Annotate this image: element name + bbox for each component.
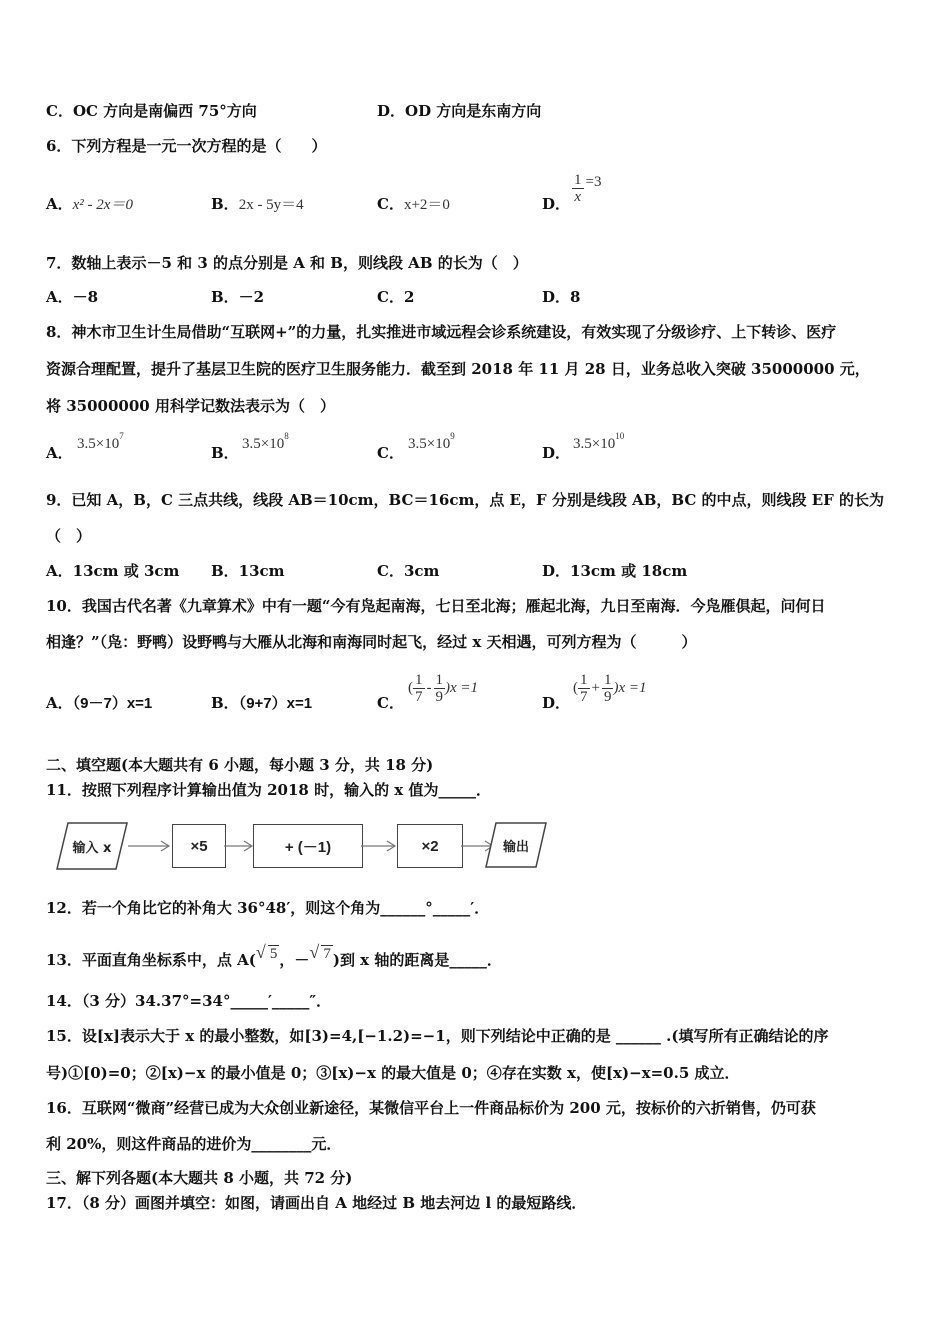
q8-option-d-expr (573, 431, 624, 453)
q10-option-b (211, 693, 312, 714)
q8-line-3: 将 35000000 用科学记数法表示为（ ） (46, 397, 335, 415)
option-label: B． (211, 195, 239, 213)
q6-d-rhs: =3 (585, 174, 602, 190)
q6-c-expr: x+2＝0 (403, 197, 450, 213)
section-2-heading: 二、填空题(本大题共有 6 小题，每小题 3 分，共 18 分) (46, 756, 434, 774)
paren-open: ( (573, 680, 578, 696)
q6-stem: 6．下列方程是一元一次方程的是（ ） (46, 137, 327, 155)
numerator: 1 (603, 672, 612, 688)
base: 3.5×10 (573, 436, 616, 452)
q6-option-a (46, 194, 133, 215)
numerator: 1 (435, 672, 443, 688)
q10-option-d-label: D． (542, 694, 571, 712)
sqrt-7 (309, 944, 333, 964)
q8-option-c-label: C． (377, 444, 404, 462)
operator: - (426, 680, 432, 696)
q16-line-1: 16．互联网“微商”经营已成为大众创业新途径，某微信平台上一件商品标价为 200 元，按标价的六折销售，仍可获 (46, 1099, 816, 1117)
q16-line-2: 利 20%，则这件商品的进价为________元． (46, 1135, 342, 1153)
q8-option-b-expr (242, 431, 289, 453)
q6-d-fraction-expr (572, 172, 601, 205)
q14-stem: 14．（3 分）34.37°=34°_____′_____″． (46, 992, 332, 1010)
q9-option-c: C．3cm (377, 562, 440, 580)
q9-option-d: D．13cm 或 18cm (542, 562, 688, 580)
q10-option-c-expr (408, 672, 478, 705)
q5-option-c: C．OC 方向是南偏西 75°方向 (46, 102, 257, 120)
q13-stem (46, 944, 502, 970)
q7-option-d: D．8 (542, 288, 581, 306)
base: 3.5×10 (77, 436, 120, 452)
q5-option-d: D．OD 方向是东南方向 (377, 102, 542, 120)
exponent: 7 (119, 431, 124, 441)
q15-line-1: 15．设[x]表示大于 x 的最小整数，如[3)=4,[−1.2)=−1，则下列结论中正确的是 ______ .(填写所有正确结论的序 (46, 1027, 829, 1045)
exponent: 10 (615, 431, 625, 441)
denominator: 9 (435, 689, 443, 705)
q17-stem: 17．（8 分）画图并填空：如图，请画出自 A 地经过 B 地去河边 l 的最短路线． (46, 1194, 587, 1212)
flow-step-multiply-5: ×5 (172, 824, 226, 868)
option-label: A． (46, 694, 73, 712)
radicand: 5 (269, 946, 278, 962)
q8-option-a-label: A． (46, 444, 73, 462)
q9-line-1: 9．已知 A，B，C 三点共线，线段 AB＝10cm，BC＝16cm，点 E，F 分别是线段 AB，BC 的中点，则线段 EF 的长为 (46, 491, 885, 509)
q13-suffix: )到 x 轴的距离是_____． (332, 951, 502, 969)
q10-option-d-expr (573, 672, 647, 705)
sqrt-5 (256, 944, 280, 964)
exponent: 9 (450, 431, 455, 441)
flow-output-label: 输出 (502, 839, 529, 855)
arrow-right-icon (361, 840, 397, 852)
fraction (434, 672, 446, 705)
flow-input-box (56, 822, 128, 870)
flow-step-add-minus-1: + (－1) (253, 824, 363, 868)
q7-option-b: B．－2 (211, 288, 265, 306)
q6-a-expr: x² - 2x＝0 (72, 197, 133, 213)
numerator: 1 (415, 672, 423, 688)
q8-option-b-label: B． (211, 444, 239, 462)
section-3-heading: 三、解下列各题(本大题共 8 小题，共 72 分) (46, 1169, 353, 1187)
tail: )x =1 (613, 680, 647, 696)
q8-option-c-expr (408, 431, 455, 453)
q6-option-b (211, 194, 304, 215)
q8-line-1: 8．神木市卫生计生局借助“互联网+”的力量，扎实推进市域远程会诊系统建设，有效实现了分级诊疗、上下转诊、医疗 (46, 323, 837, 341)
q10-line-2: 相逢？”（凫：野鸭）设野鸭与大雁从北海和南海同时起飞，经过 x 天相遇，可列方程为（ ） (46, 633, 697, 651)
denominator: 7 (580, 689, 588, 705)
flow-input-label: 输入 x (72, 840, 112, 856)
q7-option-a: A．－8 (46, 288, 99, 306)
q8-option-d-label: D． (542, 444, 571, 462)
option-label: B． (211, 694, 239, 712)
arrow-right-icon (128, 840, 172, 852)
q12-stem: 12．若一个角比它的补角大 36°48′，则这个角为______°_____′． (46, 899, 490, 917)
fraction (602, 672, 614, 705)
q15-line-2: 号)①[0)=0；②[x)−x 的最小值是 0；③[x)−x 的最大值是 0；④存在实数 x，使[x)−x=0.5 成立． (46, 1064, 740, 1082)
arrow-right-icon (224, 840, 254, 852)
q10-option-c-label: C． (377, 694, 404, 712)
q9-option-b: B．13cm (211, 562, 285, 580)
q7-stem: 7．数轴上表示－5 和 3 的点分别是 A 和 B，则线段 AB 的长为（ ） (46, 254, 528, 272)
base: 3.5×10 (408, 436, 451, 452)
q10-line-1: 10．我国古代名著《九章算术》中有一题“今有凫起南海，七日至北海；雁起北海，九日至南海．今凫雁俱起，问何日 (46, 597, 826, 615)
q10-option-a (46, 693, 152, 714)
q9-line-2: （ ） (46, 527, 92, 545)
denominator: 9 (603, 689, 612, 705)
q9-option-a: A．13cm 或 3cm (46, 562, 180, 580)
base: 3.5×10 (242, 436, 285, 452)
q10-a-expr: （9－7）x=1 (72, 695, 153, 712)
fraction (578, 672, 590, 705)
tail: )x =1 (445, 680, 479, 696)
fraction (572, 172, 584, 205)
radicand: 7 (323, 946, 331, 962)
q8-line-2: 资源合理配置，提升了基层卫生院的医疗卫生服务能力．截至到 2018 年 11 月 28 日，业务总收入突破 35000000 元， (46, 360, 870, 378)
q11-stem: 11．按照下列程序计算输出值为 2018 时，输入的 x 值为_____． (46, 781, 491, 799)
numerator: 1 (580, 672, 588, 688)
q7-option-c: C．2 (377, 288, 415, 306)
q8-option-a-expr (77, 431, 124, 453)
q6-option-c (377, 194, 450, 215)
numerator: 1 (574, 172, 582, 188)
fraction (413, 672, 425, 705)
denominator: 7 (415, 689, 423, 705)
flow-step-multiply-2: ×2 (397, 824, 463, 868)
denominator: x (574, 189, 582, 205)
q10-b-expr: （9+7）x=1 (238, 695, 313, 712)
q6-b-expr: 2x - 5y＝4 (238, 197, 304, 213)
q13-prefix: 13．平面直角坐标系中，点 A( (46, 951, 256, 969)
q13-middle: ，－ (279, 951, 310, 969)
exponent: 8 (284, 431, 289, 441)
option-label: C． (377, 195, 404, 213)
option-label: A． (46, 195, 73, 213)
flow-output-box (485, 822, 547, 868)
operator: + (591, 680, 600, 696)
paren-open: ( (408, 680, 413, 696)
option-label: D． (542, 195, 571, 213)
q6-option-d (542, 194, 570, 214)
